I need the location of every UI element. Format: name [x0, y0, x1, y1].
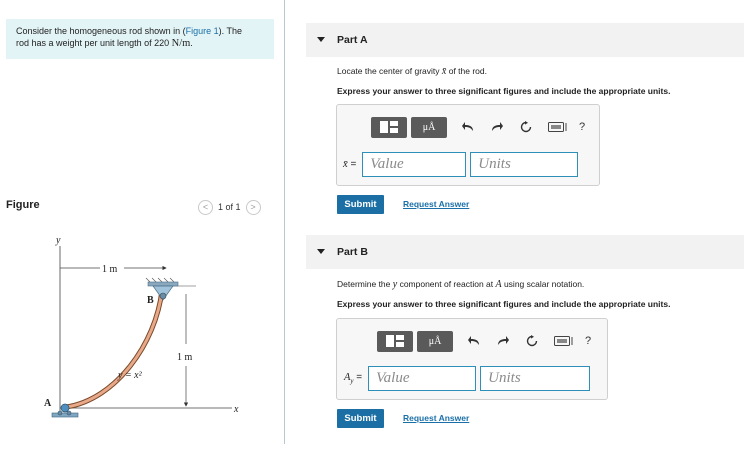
point-a-label: A	[44, 398, 52, 409]
problem-intro	[6, 19, 274, 59]
intro-text: .	[190, 38, 193, 48]
equals-sign: =	[353, 372, 363, 383]
y-symbol: y	[392, 279, 398, 290]
hatch	[146, 278, 150, 282]
xbar-label-symbol: x̄	[343, 159, 348, 170]
figure-heading: Figure	[6, 199, 40, 211]
support-b-base	[148, 282, 178, 286]
intro-text: ). The	[218, 26, 242, 36]
next-figure-button[interactable]: >	[246, 200, 261, 215]
rod-diagram	[20, 232, 250, 422]
prompt-text: component of reaction at	[397, 279, 496, 289]
part-b-request-answer-link[interactable]: Request Answer	[403, 413, 470, 423]
hatch	[152, 278, 156, 282]
pin-a	[61, 404, 69, 412]
intro-line-2	[16, 37, 264, 50]
a-label-symbol: A	[344, 372, 351, 383]
xbar-value-input[interactable]: Value	[362, 152, 466, 177]
height-dim-label: 1 m	[177, 352, 193, 363]
prev-figure-button[interactable]: <	[198, 200, 213, 215]
undo-icon[interactable]	[460, 119, 476, 135]
help-icon[interactable]: ?	[585, 335, 592, 347]
reset-icon[interactable]	[524, 333, 540, 349]
units-mu-button[interactable]: μÅ	[411, 117, 447, 138]
figure-link[interactable]: Figure 1	[185, 26, 219, 36]
a-symbol: A	[495, 279, 502, 290]
intro-text: Consider the homogeneous rod shown in (	[16, 26, 186, 36]
prompt-text: Locate the center of gravity	[337, 66, 442, 76]
part-a-header[interactable]	[306, 23, 744, 57]
part-b-prompt	[337, 279, 584, 290]
pin-b	[160, 293, 166, 299]
xbar-units-input[interactable]: Units	[470, 152, 578, 177]
part-a-request-answer-link[interactable]: Request Answer	[403, 199, 470, 209]
figure-pager	[198, 199, 261, 215]
redo-icon[interactable]	[489, 119, 505, 135]
template-icon[interactable]	[377, 331, 413, 352]
redo-icon[interactable]	[495, 333, 511, 349]
part-a-instruction: Express your answer to three significant figures and include the appropriate units.	[337, 86, 671, 96]
collapse-chevron-icon[interactable]	[317, 37, 325, 42]
prompt-text: Determine the	[337, 279, 393, 289]
units-text: N/m	[171, 38, 191, 49]
equals-sign: =	[347, 159, 357, 170]
template-icon[interactable]	[371, 117, 407, 138]
point-b-label: B	[147, 295, 154, 306]
help-icon[interactable]: ?	[579, 121, 586, 133]
rod	[66, 290, 162, 407]
xbar-symbol: x̄	[441, 66, 447, 77]
support-a-base	[52, 413, 78, 417]
ay-units-input[interactable]: Units	[480, 366, 590, 391]
roller-a-1	[58, 411, 62, 415]
figure-page-indicator: 1 of 1	[218, 202, 241, 212]
collapse-chevron-icon[interactable]	[317, 249, 325, 254]
hatch	[158, 278, 162, 282]
y-subscript: y	[350, 377, 354, 385]
keyboard-icon[interactable]	[553, 333, 575, 349]
curve-equation: y = x²	[118, 370, 142, 381]
part-b-title: Part B	[337, 246, 368, 258]
undo-icon[interactable]	[466, 333, 482, 349]
ay-value-input[interactable]: Value	[368, 366, 476, 391]
ay-input-label	[344, 372, 362, 385]
prompt-text: using scalar notation.	[501, 279, 585, 289]
keyboard-icon[interactable]	[547, 119, 569, 135]
part-b-instruction: Express your answer to three significant figures and include the appropriate units.	[337, 299, 671, 309]
units-mu-button[interactable]: μÅ	[417, 331, 453, 352]
part-b-header[interactable]	[306, 235, 744, 269]
hatch	[170, 278, 174, 282]
intro-line-1	[16, 25, 264, 37]
xbar-input-label	[343, 159, 356, 170]
part-a-toolbar	[371, 116, 585, 138]
width-dim-label: 1 m	[102, 264, 118, 275]
part-b-input-row	[344, 366, 590, 391]
part-b-toolbar	[377, 330, 591, 352]
reset-icon[interactable]	[518, 119, 534, 135]
part-b-submit-button[interactable]: Submit	[337, 409, 384, 428]
prompt-text: of the rod.	[446, 66, 487, 76]
hatch	[164, 278, 168, 282]
part-a-title: Part A	[337, 34, 368, 46]
part-b-answer-box	[336, 318, 608, 400]
rod-outline	[66, 290, 162, 407]
intro-text: rod has a weight per unit length of 220	[16, 38, 170, 48]
roller-a-2	[67, 411, 71, 415]
panel-divider	[284, 0, 285, 444]
part-a-input-row	[343, 152, 578, 177]
part-a-submit-button[interactable]: Submit	[337, 195, 384, 214]
part-a-prompt	[337, 66, 487, 77]
x-axis-label: x	[234, 404, 239, 415]
y-axis-label: y	[56, 235, 61, 246]
part-a-answer-box	[336, 104, 600, 186]
